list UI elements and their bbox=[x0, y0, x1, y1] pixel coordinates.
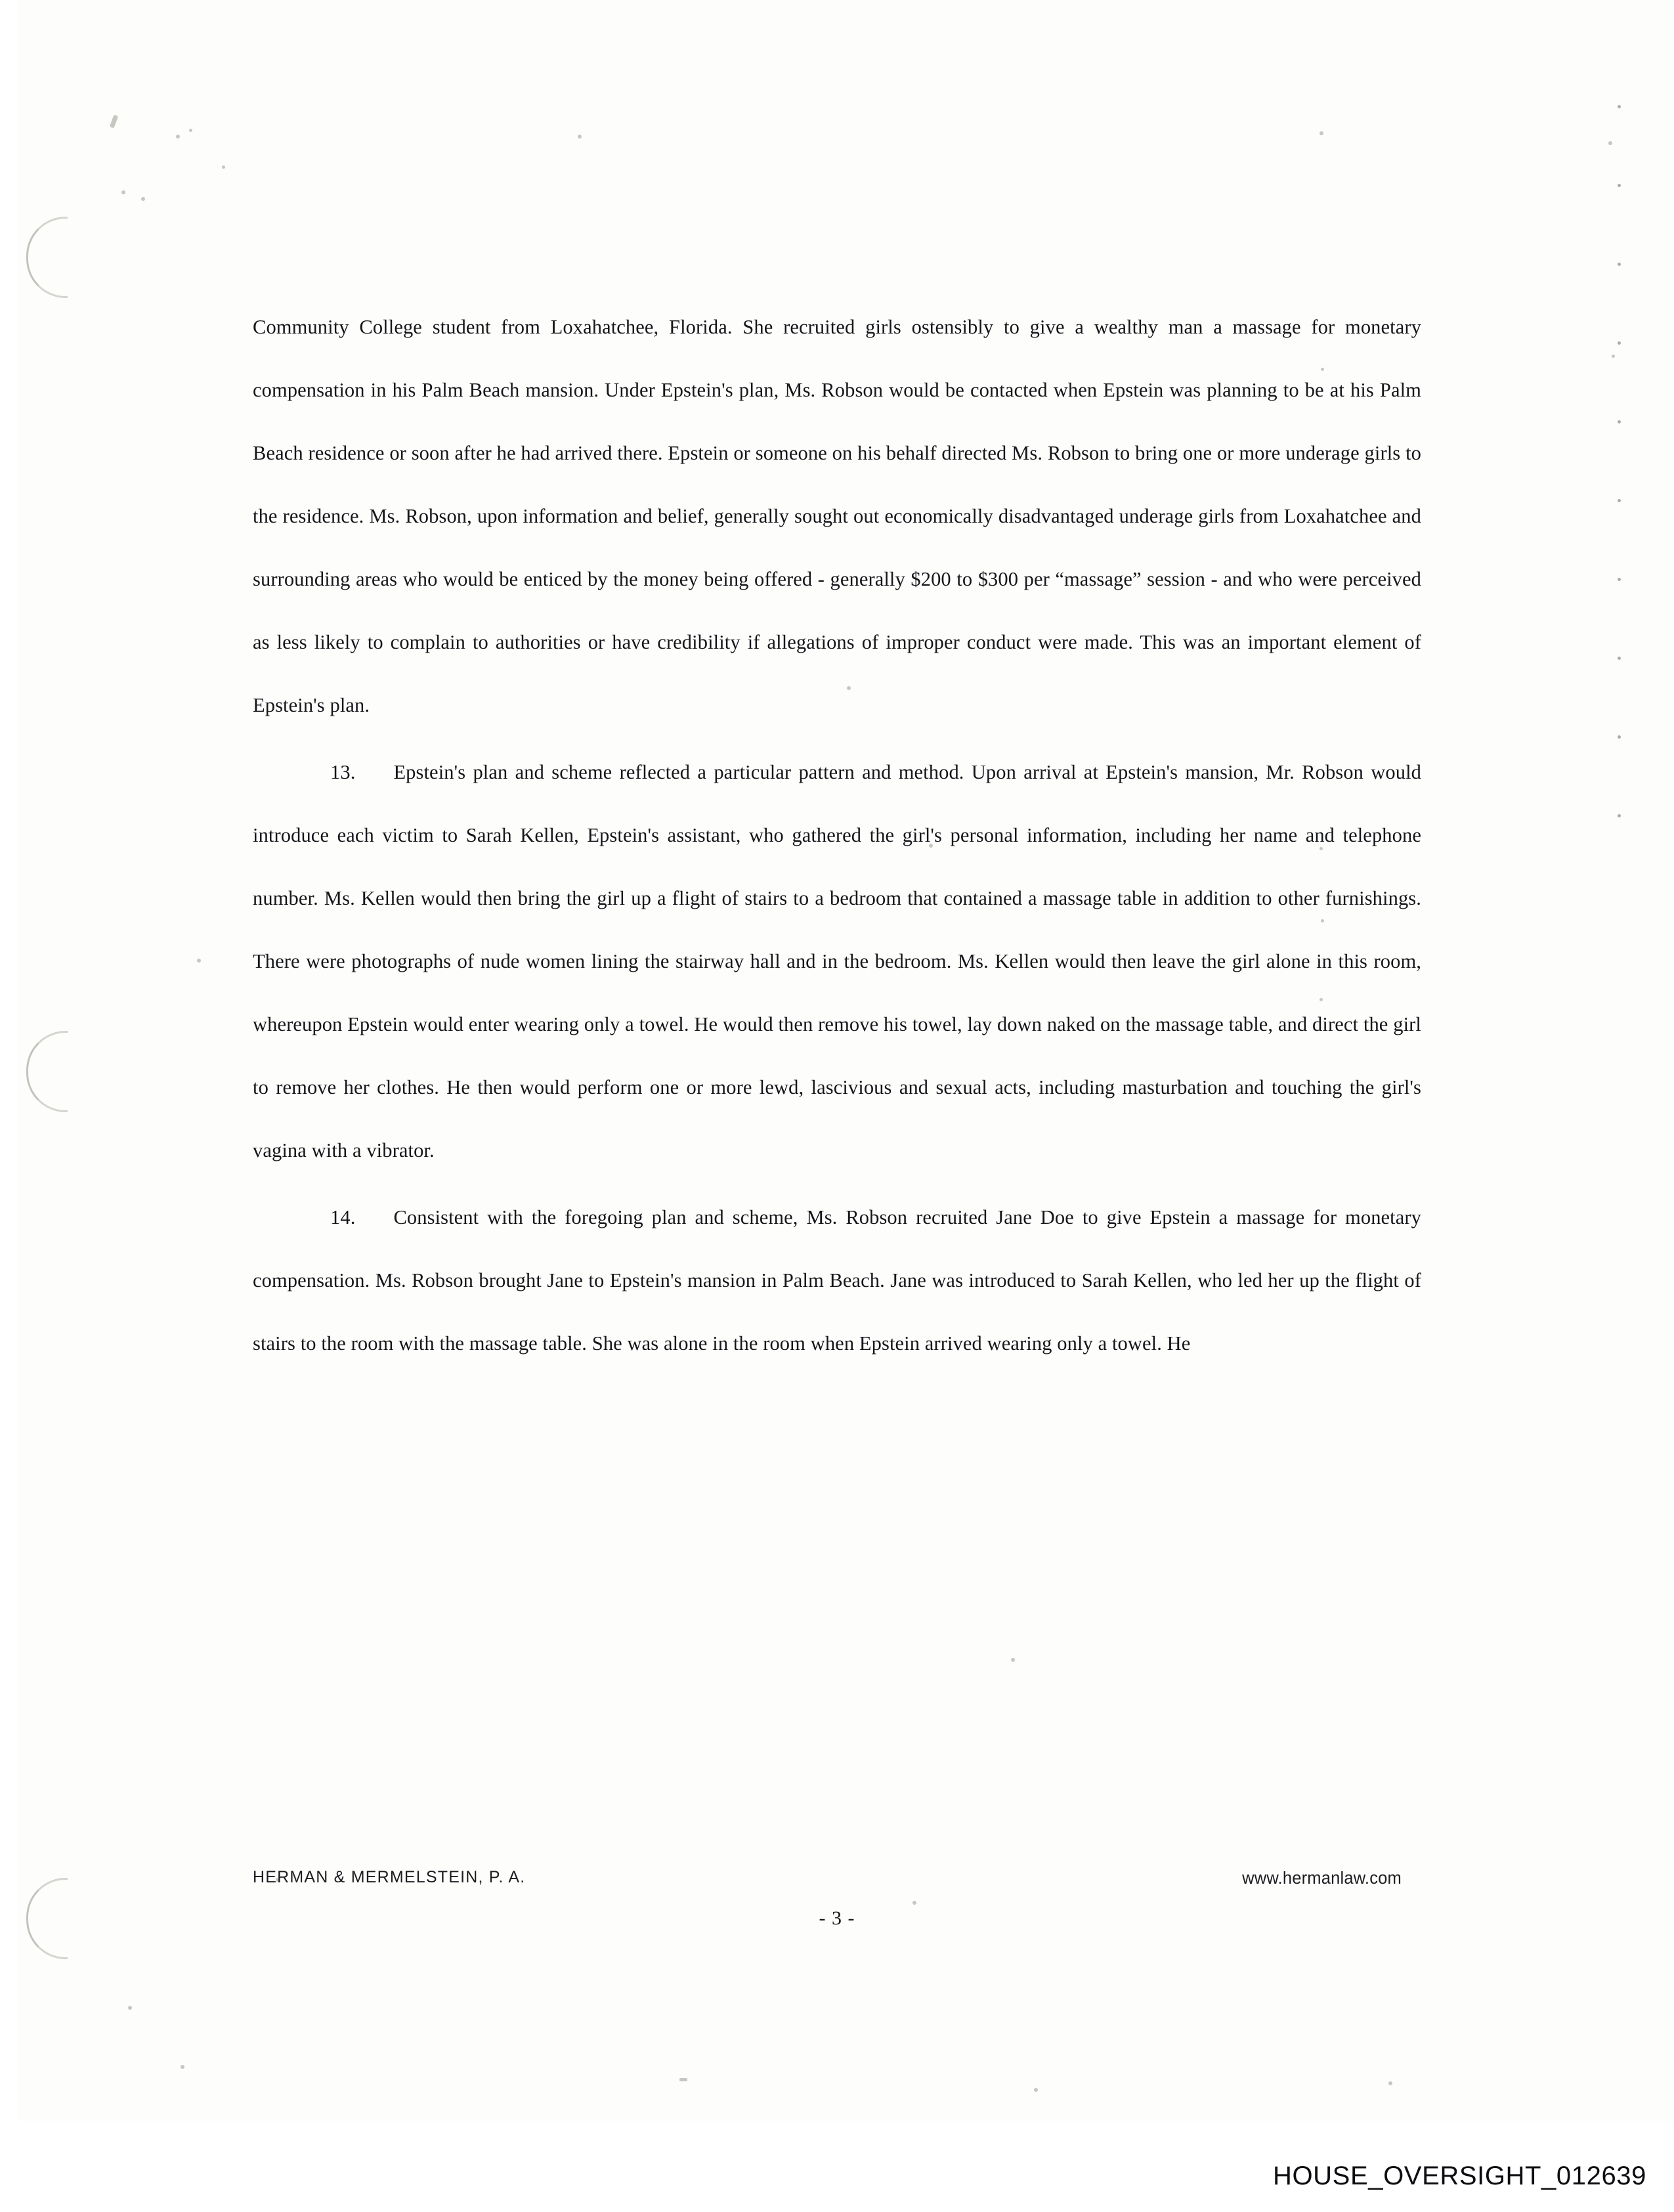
scan-speck bbox=[578, 135, 582, 139]
paragraph-text: Epstein's plan and scheme reflected a particular pattern and method. Upon arrival at Epstein's mansion, Mr. Robson would introduce each victim to Sarah Kellen, Epstein's assistant, who gathered the girl's personal information, including her name and telephone number. Ms. Kellen would then bring the girl up a flight of stairs to a bedroom that contained a massage table in addition to other furnishings. There were photographs of nude women lining the stairway hall and in the bedroom. Ms. Kellen would then leave the girl alone in this room, whereupon Epstein would enter wearing only a towel. He would then remove his towel, lay down naked on the massage table, and direct the girl to remove her clothes. He then would perform one or more lewd, lascivious and sexual acts, including masturbation and touching the girl's vagina with a vibrator. bbox=[253, 761, 1421, 1161]
paragraph-number: 14. bbox=[330, 1206, 356, 1228]
page-footer bbox=[253, 1868, 1421, 1947]
scan-speck bbox=[679, 2078, 687, 2081]
scan-speck bbox=[121, 190, 125, 194]
scan-speck bbox=[1612, 355, 1615, 358]
scan-speck bbox=[176, 135, 180, 139]
law-firm-name: HERMAN & MERMELSTEIN, P. A. bbox=[253, 1868, 526, 1886]
scan-speck bbox=[222, 165, 225, 169]
scan-speck bbox=[189, 129, 192, 132]
scan-speck bbox=[1608, 141, 1612, 145]
scan-speck bbox=[128, 2006, 132, 2010]
scan-speck bbox=[1320, 131, 1323, 135]
bates-stamp: HOUSE_OVERSIGHT_012639 bbox=[1272, 2161, 1646, 2190]
binder-hole-mark bbox=[26, 1031, 68, 1112]
binder-hole-mark bbox=[26, 1878, 68, 1959]
scan-speck bbox=[110, 114, 118, 128]
paragraph-continued bbox=[253, 295, 1421, 737]
binder-hole-mark bbox=[26, 217, 68, 298]
paragraph-14 bbox=[253, 1186, 1421, 1375]
paragraph-text: Consistent with the foregoing plan and scheme, Ms. Robson recruited Jane Doe to give Epstein a massage for monetary compensation. Ms. Robson brought Jane to Epstein's mansion in Palm Beach. Jane was introduced to Sarah Kellen, who led her up the flight of stairs to the room with the massage table. She was alone in the room when Epstein arrived wearing only a towel. He bbox=[253, 1206, 1421, 1355]
scan-edge-dots bbox=[1618, 105, 1621, 827]
scan-speck bbox=[1388, 2081, 1392, 2085]
scan-speck bbox=[197, 959, 201, 963]
scan-speck bbox=[141, 197, 145, 201]
scan-speck bbox=[1011, 1658, 1015, 1662]
page-number: - 3 - bbox=[819, 1907, 855, 1929]
scan-speck bbox=[1034, 2088, 1038, 2092]
firm-website: www.hermanlaw.com bbox=[1242, 1869, 1402, 1888]
document-body bbox=[253, 295, 1421, 1379]
sheet-left-margin bbox=[0, 0, 17, 2140]
paragraph-text: Community College student from Loxahatchee, Florida. She recruited girls ostensibly to give a wealthy man a massage for monetary compensation in his Palm Beach mansion. Under Epstein's plan, Ms. Robson would be contacted when Epstein was planning to be at his Palm Beach residence or soon after he had arrived there. Epstein or someone on his behalf directed Ms. Robson to bring one or more underage girls to the residence. Ms. Robson, upon information and belief, generally sought out economically disadvantaged underage girls from Loxahatchee and surrounding areas who would be enticed by the money being offered - generally $200 to $300 per “massage” session - and who were perceived as less likely to complain to authorities or have credibility if allegations of improper conduct were made. This was an important element of Epstein's plan. bbox=[253, 316, 1421, 716]
sheet-bottom-margin bbox=[0, 2121, 1674, 2140]
scan-speck bbox=[181, 2065, 184, 2069]
paragraph-13 bbox=[253, 741, 1421, 1182]
paragraph-number: 13. bbox=[330, 761, 356, 783]
